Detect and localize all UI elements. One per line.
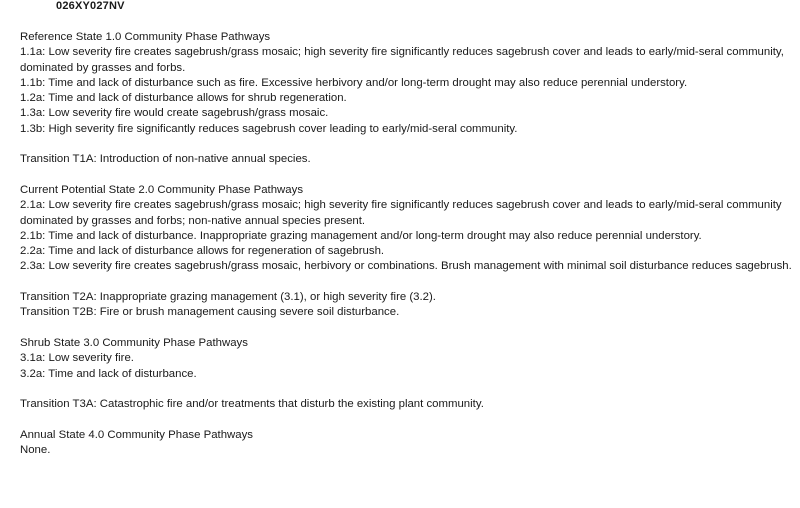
pathway-line: 2.1a: Low severity fire creates sagebrush/grass mosaic; high severity fire significantly reduces sagebrush cover and leads to early/mid-seral community dominated by grasses and forbs; non-native annual species present.	[20, 199, 782, 227]
pathway-line: 3.1a: Low severity fire.	[20, 352, 134, 365]
document-page	[20, 0, 795, 474]
section-transition-t1a	[20, 152, 795, 167]
section-heading: Current Potential State 2.0 Community Phase Pathways	[20, 183, 304, 196]
pathway-line: 1.1a: Low severity fire creates sagebrush/grass mosaic; high severity fire significantly reduces sagebrush cover and leads to early/mid-seral community, dominated by grasses and forbs.	[20, 46, 784, 74]
document-body	[20, 30, 795, 458]
pathway-line: 1.2a: Time and lack of disturbance allows for shrub regeneration.	[20, 92, 347, 105]
section-transition-t3a	[20, 397, 795, 412]
section-heading: Reference State 1.0 Community Phase Pathways	[20, 31, 271, 43]
pathway-line: 2.2a: Time and lack of disturbance allows for regeneration of sagebrush.	[20, 245, 385, 258]
pathway-line: 1.1b: Time and lack of disturbance such as fire. Excessive herbivory and/or long-term drought may also reduce perennial understory.	[20, 76, 688, 89]
section-heading: Shrub State 3.0 Community Phase Pathways	[20, 336, 248, 349]
transition-line: Transition T1A: Introduction of non-native annual species.	[20, 153, 311, 166]
section-annual-state	[20, 428, 795, 459]
section-heading: Annual State 4.0 Community Phase Pathways	[20, 428, 254, 441]
transition-line: Transition T2B: Fire or brush management causing severe soil disturbance.	[20, 306, 400, 319]
document-id: 026XY027NV	[56, 0, 125, 12]
pathway-line: 2.3a: Low severity fire creates sagebrush/grass mosaic, herbivory or combinations. Brush management with minimal soil disturbance reduces sagebrush.	[20, 260, 792, 273]
section-transition-t2	[20, 290, 795, 321]
section-reference-state	[20, 30, 795, 137]
pathway-line: 1.3b: High severity fire significantly reduces sagebrush cover leading to early/mid-seral community.	[20, 122, 518, 135]
section-current-potential-state	[20, 183, 795, 275]
pathway-line: 2.1b: Time and lack of disturbance. Inappropriate grazing management and/or long-term drought may also reduce perennial understory.	[20, 229, 702, 242]
transition-line: Transition T3A: Catastrophic fire and/or treatments that disturb the existing plant community.	[20, 398, 484, 411]
pathway-line: 3.2a: Time and lack of disturbance.	[20, 367, 197, 380]
transition-line: Transition T2A: Inappropriate grazing management (3.1), or high severity fire (3.2).	[20, 291, 436, 304]
pathway-line: 1.3a: Low severity fire would create sagebrush/grass mosaic.	[20, 107, 329, 120]
section-shrub-state	[20, 336, 795, 382]
pathway-line: None.	[20, 444, 51, 457]
